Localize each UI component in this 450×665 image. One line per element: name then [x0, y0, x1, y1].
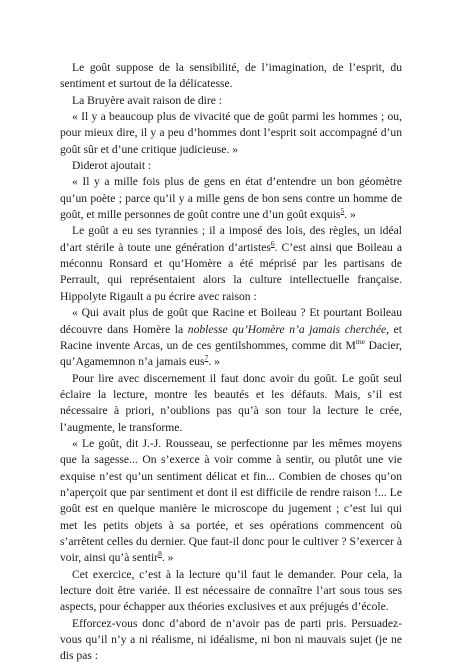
paragraph: La Bruyère avait raison de dire : — [72, 93, 223, 107]
paragraph: Le goût suppose de la sensibilité, de l’imagination, de l’esprit, du sentiment et surtout de la délicatesse. — [60, 61, 402, 91]
italic-phrase: noblesse qu’Homère n’a jamais cherchée — [187, 322, 387, 336]
paragraph-text: Le goût a eu ses tyrannies ; il a imposé des lois, des règles, un idéal d’art stérile à toute une génération d’artistes — [60, 224, 402, 254]
paragraph: Cet exercice, c’est à la lecture qu’il faut le demander. Pour cela, la lecture doit être variée. Il est nécessaire de connaître l’art sous tous ses aspects, pour échapper aux théories exclusives et aux préjugés d’école. — [60, 567, 402, 614]
footnote-ref-6[interactable]: 6 — [270, 238, 275, 248]
footnote-ref-5[interactable]: 5 — [340, 206, 345, 216]
paragraph-tail: . C’est ainsi que Boileau a méconnu Ronsard et qu’Homère a été méprisé par les partisans de Perrault, qui représentaient alors la culture intellectuelle française. Hippolyte Rigault a pu écrire avec raison : — [60, 240, 402, 303]
quotation-rigault — [60, 305, 402, 370]
footnote-ref-8[interactable]: 8 — [158, 549, 162, 559]
superscript-me: me — [355, 336, 365, 346]
footnote-ref-7[interactable]: 7 — [204, 353, 209, 363]
quotation-tail: . » — [208, 355, 220, 369]
paragraph: Pour lire avec discernement il faut donc avoir du goût. Le goût seul éclaire la lecture, montre les beautés et les défauts. Mais, s’il est nécessaire à priori, n’oublions pas qu’à son tour la lecture le crée, l’augmente, le transforme. — [60, 371, 402, 434]
quotation-tail: . » — [344, 208, 356, 222]
quotation-text: , et Racine invente Arcas, un de ces gentilshommes, comme dit M — [60, 322, 402, 352]
quotation-text: « Le goût, dit J.-J. Rousseau, se perfectionne par les mêmes moyens que la sagesse... On s’exerce à voir comme à sentir, ou plutôt une vie exquise n’est qu’un sentiment délicat et fin... Combien de choses qu’on n’aperçoit que par sentiment et dont il est difficile de rendre raison !... Le goût est en quelque manière le microscope du jugement ; c’est lui qui met les petits objets à sa portée, et ses opérations commencent où s’arrêtent celles du dernier. Que faut-il donc pour le cultiver ? S’exercer à voir, ainsi qu’à sentir — [60, 436, 402, 565]
quotation-text: Dacier, qu’Agamemnon n’a jamais eus — [60, 338, 402, 369]
quotation-diderot — [60, 174, 402, 223]
paragraph: Diderot ajoutait : — [72, 159, 152, 173]
quotation-rousseau — [60, 436, 402, 567]
quotation-tail: . » — [161, 551, 174, 565]
quotation-text: « Il y a mille fois plus de gens en état d’entendre un bon géomètre qu’un poète ; parce qu’il y a mille gens de bon sens contre un homme de goût, et mille personnes de goût contre une d’un goût exquis — [60, 175, 402, 222]
paragraph — [60, 223, 402, 305]
paragraph: Efforcez-vous donc d’abord de n’avoir pas de parti pris. Persuadez-vous qu’il n’y a ni réalisme, ni idéalisme, ni bon ni mauvais sujet (je ne dis pas : — [60, 616, 402, 663]
body-text — [60, 60, 402, 665]
quotation-text: « Qui avait plus de goût que Racine et Boileau ? Et pourtant Boileau découvre dans Homère la — [60, 306, 402, 336]
quotation-la-bruyere: « Il y a beaucoup plus de vivacité que de goût parmi les hommes ; ou, pour mieux dire, il y a peu d’hommes dont l’esprit soit accompagné d’un goût sûr et d’une critique judicieuse. » — [60, 110, 402, 156]
